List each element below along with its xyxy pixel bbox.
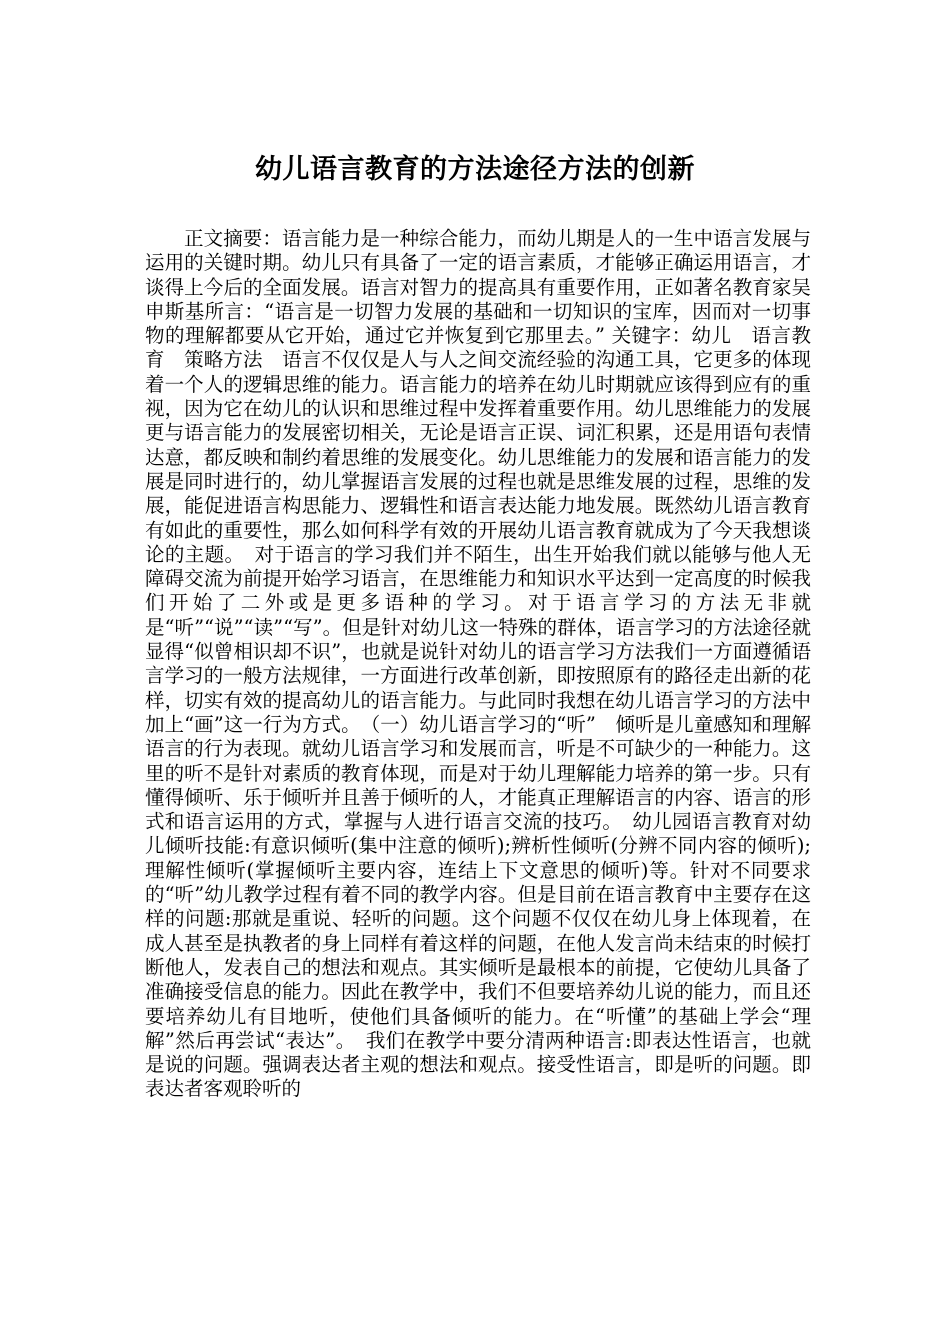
document-title: 幼儿语言教育的方法途径方法的创新 <box>255 154 695 186</box>
document-body: 正文摘要：语言能力是一种综合能力，而幼儿期是人的一生中语言发展与运用的关键时期。幼儿只有具备了一定的语言素质，才能够正确运用语言，才谈得上今后的全面发展。语言对智力的提高具有重要作用，正如著名教育家吴申斯基所言：“语言是一切智力发展的基础和一切知识的宝库，因而对一切事物的理解都要从它开始，通过它并恢复到它那里去。” 关键字：幼儿 语言教育 策略方法 语言不仅仅是人与人之间交流经验的沟通工具，它更多的体现着一个人的逻辑思维的能力。语言能力的培养在幼儿时期就应该得到应有的重视，因为它在幼儿的认识和思维过程中发挥着重要作用。幼儿思维能力的发展更与语言能力的发展密切相关，无论是语言正误、词汇积累，还是用语句表情达意，都反映和制约着思维的发展变化。幼儿思维能力的发展和语言能力的发展是同时进行的，幼儿掌握语言发展的过程也就是思维发展的过程，思维的发展，能促进语言构思能力、逻辑性和语言表达能力地发展。既然幼儿语言教育有如此的重要性，那么如何科学有效的开展幼儿语言教育就成为了今天我想谈论的主题。 对于语言的学习我们并不陌生，出生开始我们就以能够与他人无障碍交流为前提开始学习语言，在思维能力和知识水平达到一定高度的时候我们开始了二外或是更多语种的学习。对于语言学习的方法无非就是“听”“说”“读”“写”。但是针对幼儿这一特殊的群体，语言学习的方法途径就显得“似曾相识却不识”，也就是说针对幼儿的语言学习方法我们一方面遵循语言学习的一般方法规律，一方面进行改革创新，即按照原有的路径走出新的花样，切实有效的提高幼儿的语言能力。与此同时我想在幼儿语言学习的方法中加上“画”这一行为方式。 （一）幼儿语言学习的“听” 倾听是儿童感知和理解语言的行为表现。就幼儿语言学习和发展而言，听是不可缺少的一种能力。这里的听不是针对素质的教育体现，而是对于幼儿理解能力培养的第一步。只有懂得倾听、乐于倾听并且善于倾听的人，才能真正理解语言的内容、语言的形式和语言运用的方式，掌握与人进行语言交流的技巧。 幼儿园语言教育对幼儿倾听技能:有意识倾听(集中注意的倾听);辨析性倾听(分辨不同内容的倾听);理解性倾听(掌握倾听主要内容，连结上下文意思的倾听)等。针对不同要求的“听”幼儿教学过程有着不同的教学内容。但是目前在语言教育中主要存在这样的问题:那就是重说、轻听的问题。这个问题不仅仅在幼儿身上体现着，在成人甚至是执教者的身上同样有着这样的问题，在他人发言尚未结束的时候打断他人，发表自己的想法和观点。其实倾听是最根本的前提，它使幼儿具备了准确接受信息的能力。因此在教学中，我们不但要培养幼儿说的能力，而且还要培养幼儿有目地听，使他们具备倾听的能力。在“听懂”的基础上学会“理解”然后再尝试“表达”。 我们在教学中要分清两种语言:即表达性语言，也就是说的问题。强调表达者主观的想法和观点。接受性语言，即是听的问题。即表达者客观聆听的 <box>145 227 811 1101</box>
